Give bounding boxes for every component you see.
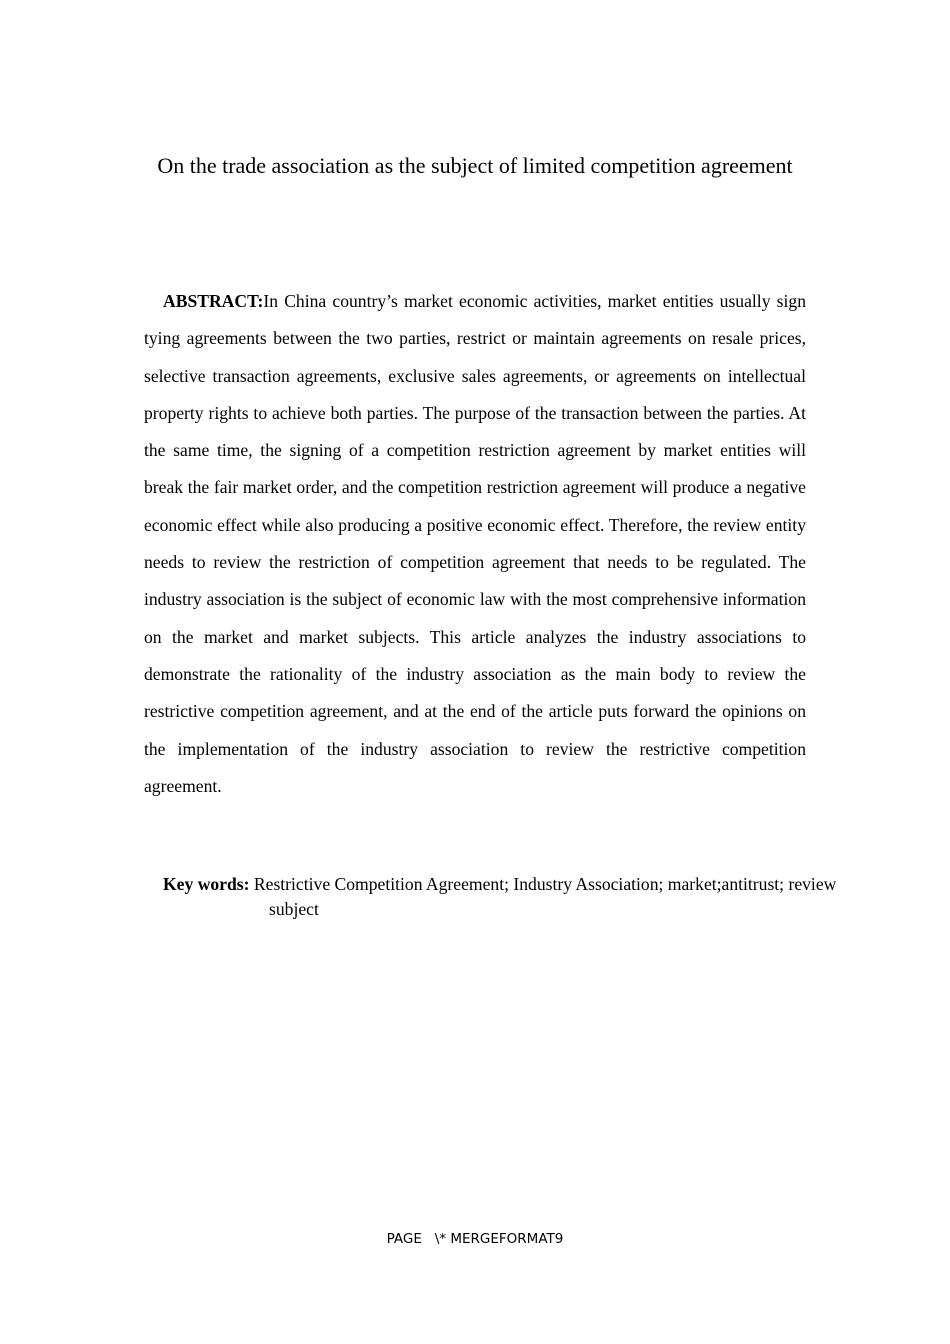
abstract-paragraph [144, 283, 806, 805]
abstract-label: ABSTRACT: [163, 291, 264, 311]
page-footer: PAGE \* MERGEFORMAT9 [386, 1231, 564, 1247]
document-title: On the trade association as the subject of limited competition agreement [157, 153, 793, 178]
keywords-label: Key words: [163, 874, 250, 894]
abstract-text: In China country’s market economic activities, market entities usually sign tying agreements between the two parties, restrict or maintain agreements on resale prices, selective transaction agreements, exclusive sales agreements, or agreements on intellectual property rights to achieve both parties. The purpose of the transaction between the parties. At the same time, the signing of a competition restriction agreement by market entities will break the fair market order, and the competition restriction agreement will produce a negative economic effect while also producing a positive economic effect. Therefore, the review entity needs to review the restriction of competition agreement that needs to be regulated. The industry association is the subject of economic law with the most comprehensive information on the market and market subjects. This article analyzes the industry associations to demonstrate the rationality of the industry association as the main body to review the restrictive competition agreement, and at the end of the article puts forward the opinions on the implementation of the industry association to review the restrictive competition agreement. [144, 291, 806, 796]
keywords-text: Restrictive Competition Agreement; Industry Association; market;antitrust; review subject [253, 874, 837, 919]
keywords-paragraph [163, 872, 889, 922]
